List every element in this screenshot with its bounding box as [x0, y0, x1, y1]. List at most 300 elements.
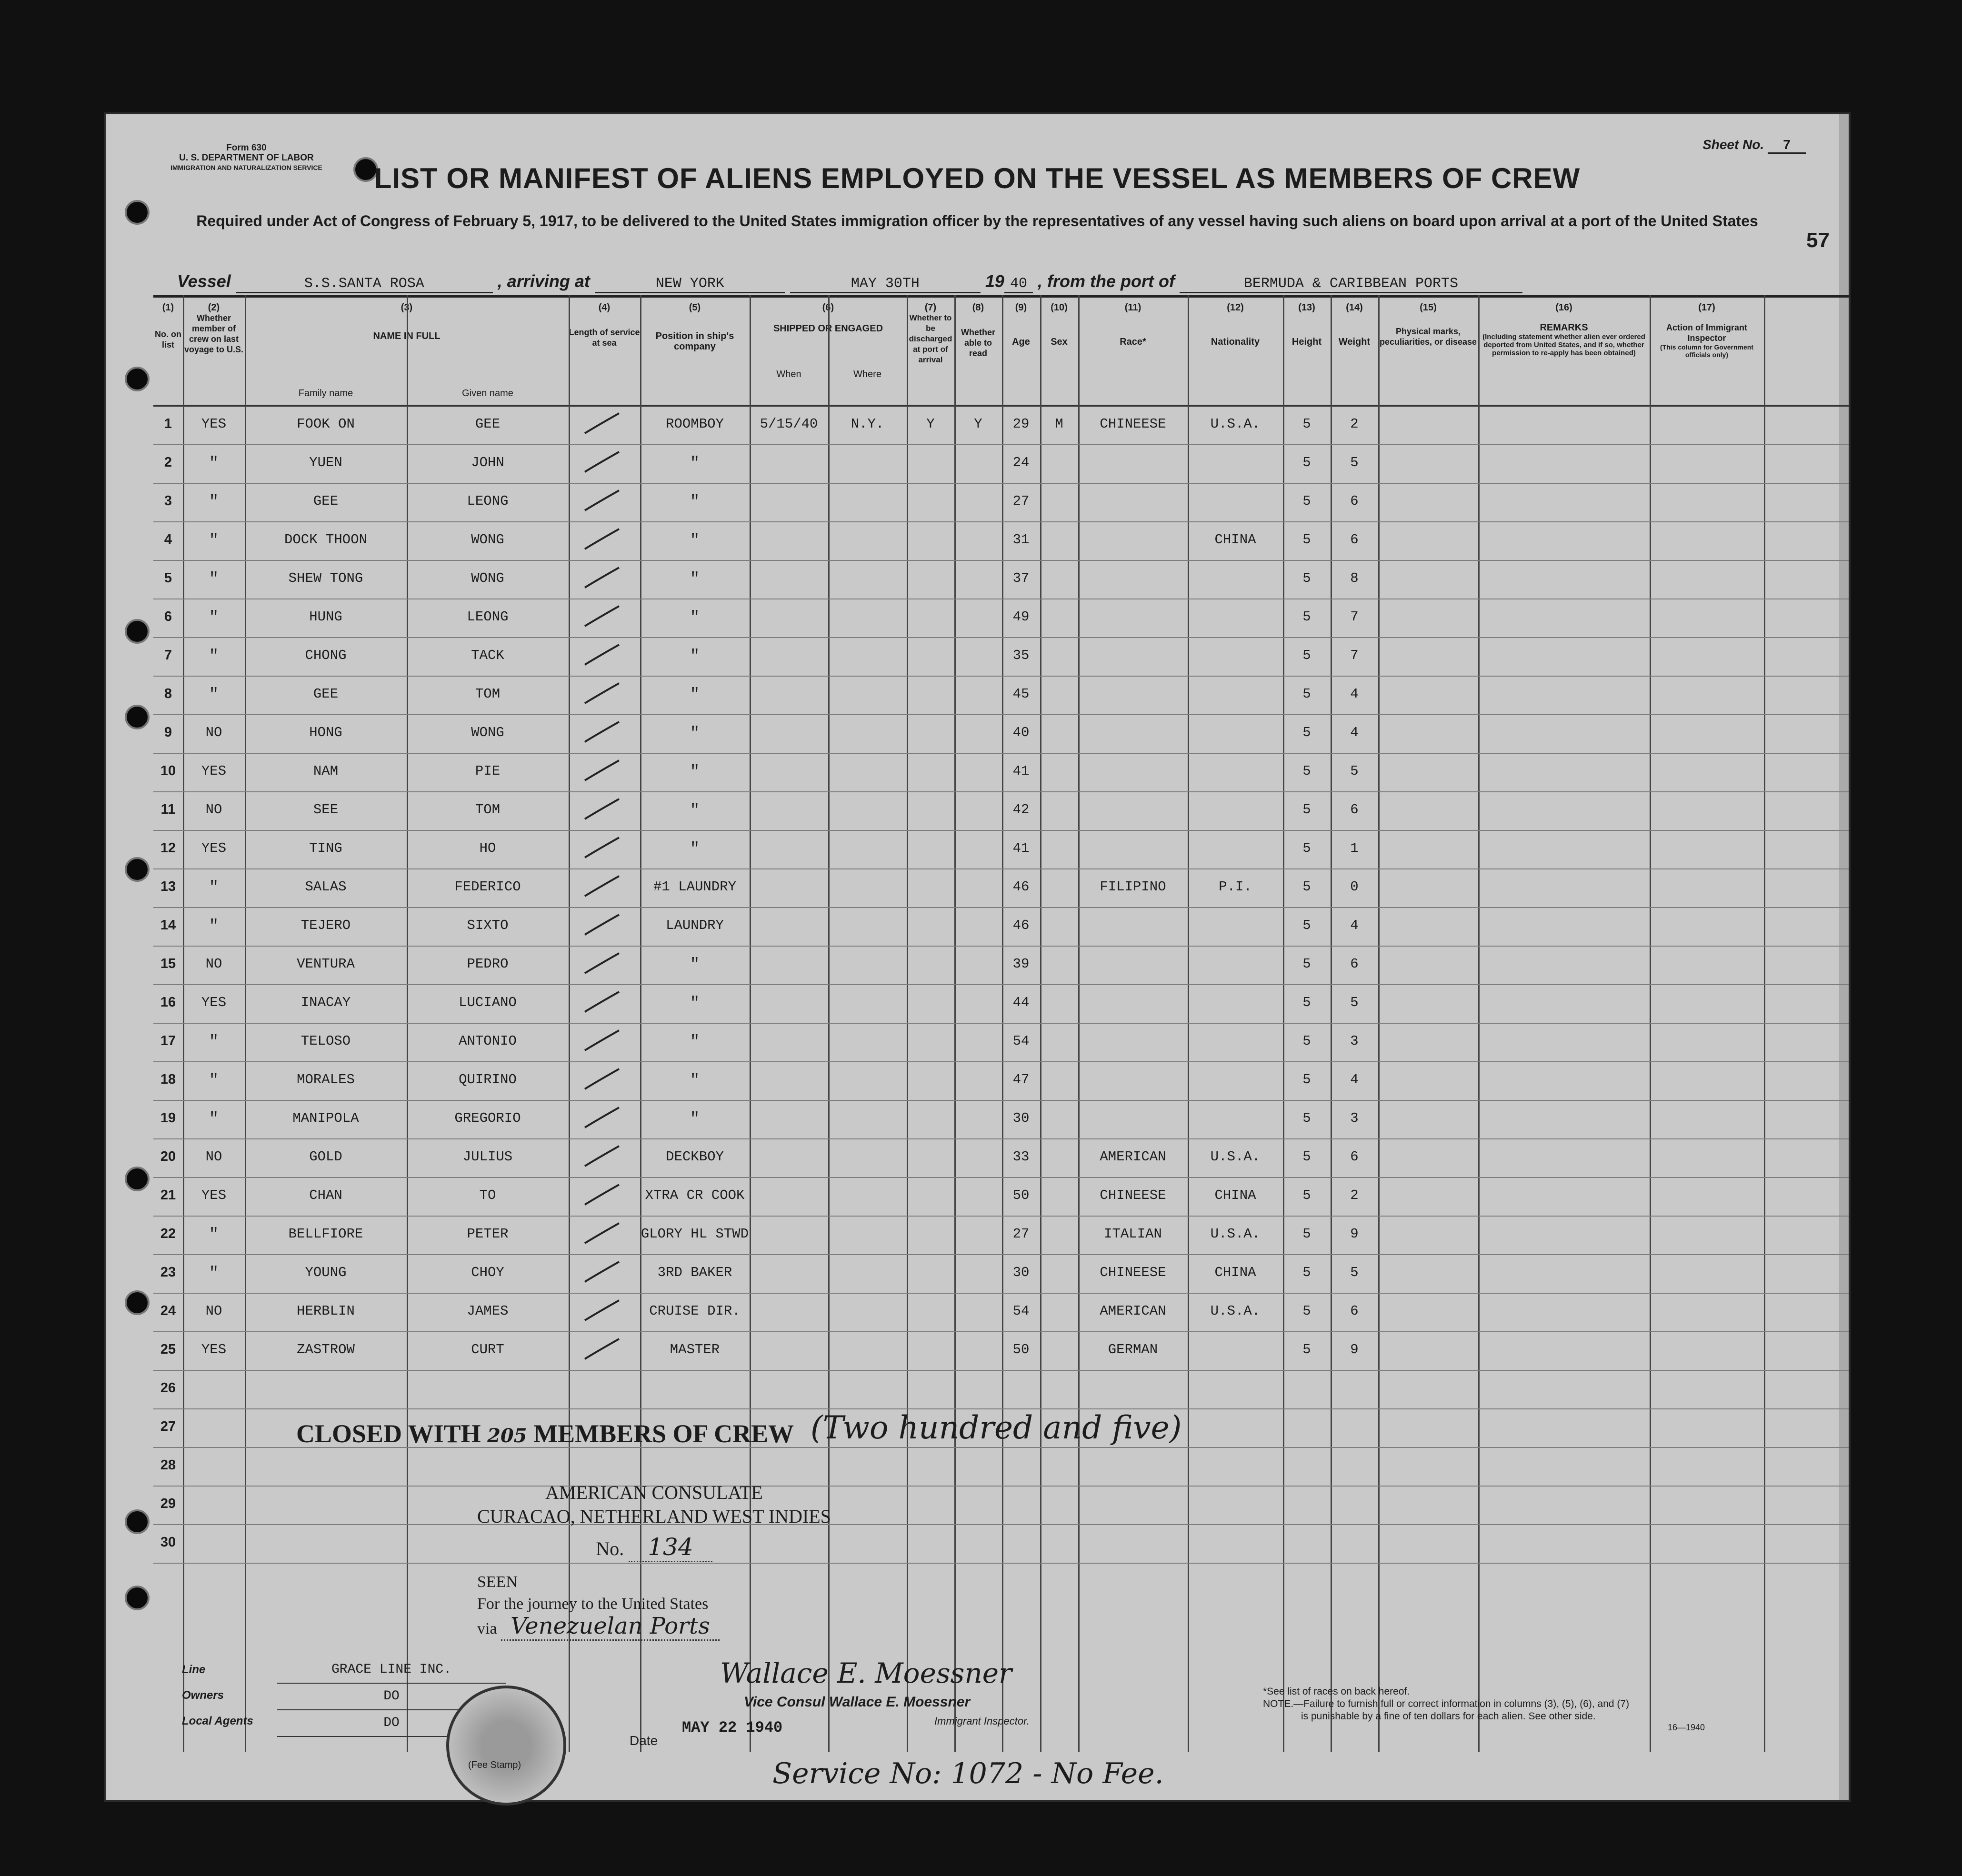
table-row — [153, 1293, 1849, 1332]
service-checkmark — [583, 1221, 621, 1245]
cell-no: 5 — [164, 570, 172, 586]
cell-given: PEDRO — [467, 956, 509, 972]
cell-weight: 2 — [1350, 1187, 1359, 1203]
cell-family: VENTURA — [297, 956, 355, 972]
line-labels — [182, 1657, 253, 1734]
cell-weight: 6 — [1350, 1303, 1359, 1319]
cell-race: FILIPINO — [1100, 879, 1166, 895]
cell-family: TEJERO — [300, 918, 351, 933]
service-checkmark — [583, 836, 621, 859]
cell-age: 27 — [1012, 493, 1030, 509]
cell-given: LEONG — [467, 493, 509, 509]
cell-height: 5 — [1302, 1342, 1311, 1357]
cell-weight: 8 — [1350, 570, 1359, 586]
cell-given: GREGORIO — [454, 1110, 521, 1126]
col-header-shipped: (6) SHIPPED OR ENGAGED — [773, 302, 883, 334]
service-checkmark — [583, 1144, 621, 1168]
cell-last: NO — [205, 956, 222, 972]
cell-age: 33 — [1012, 1149, 1030, 1165]
cell-height: 5 — [1302, 725, 1311, 740]
cell-last: " — [209, 570, 219, 589]
footnotes — [1263, 1686, 1629, 1723]
cell-age: 50 — [1012, 1342, 1030, 1357]
cell-age: 46 — [1012, 918, 1030, 933]
cell-position: " — [690, 570, 700, 589]
cell-height: 5 — [1302, 570, 1311, 586]
cell-no: 11 — [160, 802, 176, 817]
service-name: IMMIGRATION AND NATURALIZATION SERVICE — [170, 164, 322, 171]
service-checkmark — [583, 489, 621, 512]
cell-last: NO — [205, 802, 222, 818]
cell-height: 5 — [1302, 763, 1311, 779]
cell-height: 5 — [1302, 802, 1311, 818]
arrival-year: 40 — [1004, 276, 1033, 293]
cell-height: 5 — [1302, 1033, 1311, 1049]
cell-last: " — [209, 648, 219, 666]
cell-age: 42 — [1012, 802, 1030, 818]
cell-nat: CHINA — [1214, 532, 1256, 548]
table-row — [153, 907, 1849, 947]
binder-hole — [125, 1167, 150, 1191]
cell-last: YES — [201, 1342, 227, 1357]
seen-label: SEEN — [477, 1573, 518, 1591]
cell-height: 5 — [1302, 609, 1311, 625]
vessel-line — [177, 271, 1522, 293]
table-row — [153, 1100, 1849, 1139]
cell-position: " — [690, 455, 700, 473]
cell-weight: 4 — [1350, 725, 1359, 740]
col-header-service: (4) Length of service at sea — [569, 302, 640, 348]
service-checkmark — [583, 604, 621, 628]
manifest-sheet — [106, 114, 1849, 1800]
table-row — [153, 1331, 1849, 1371]
cell-weight: 6 — [1350, 532, 1359, 548]
binder-hole — [125, 705, 150, 729]
cell-no: 15 — [160, 956, 176, 971]
closed-count-words: (Two hundred and five) — [811, 1409, 1182, 1446]
cell-no: 17 — [160, 1033, 176, 1048]
cell-no: 25 — [160, 1342, 176, 1357]
cell-given: TOM — [475, 802, 501, 818]
service-checkmark — [583, 874, 621, 898]
cell-no: 29 — [160, 1496, 176, 1511]
cell-no: 3 — [164, 493, 172, 509]
table-row — [153, 1254, 1849, 1294]
cell-weight: 3 — [1350, 1110, 1359, 1126]
via-label: via — [477, 1620, 497, 1637]
cell-last: YES — [201, 840, 227, 856]
footnote-fine-2: is punishable by a fine of ten dollars for each alien. See other side. — [1301, 1711, 1596, 1722]
cell-family: HERBLIN — [297, 1303, 355, 1319]
cell-no: 2 — [164, 455, 172, 470]
table-row — [153, 1486, 1849, 1525]
cell-height: 5 — [1302, 493, 1311, 509]
binder-hole — [125, 367, 150, 391]
service-checkmark — [583, 951, 621, 975]
cell-given: JOHN — [471, 455, 504, 470]
cell-given: JULIUS — [462, 1149, 513, 1165]
binder-hole — [125, 1586, 150, 1610]
table-row — [153, 1061, 1849, 1101]
cell-last: NO — [205, 1149, 222, 1165]
cell-race: CHINEESE — [1100, 416, 1166, 432]
cell-given: TOM — [475, 686, 501, 702]
cell-last: " — [209, 532, 219, 550]
cell-weight: 9 — [1350, 1226, 1359, 1242]
cell-family: YOUNG — [305, 1265, 347, 1280]
cell-last: " — [209, 1226, 219, 1244]
cell-race: AMERICAN — [1100, 1149, 1166, 1165]
cell-family: NAM — [313, 763, 339, 779]
table-row — [153, 406, 1849, 445]
cell-position: " — [690, 648, 700, 666]
cell-position: " — [690, 802, 700, 820]
cell-given: CHOY — [471, 1265, 504, 1280]
cell-family: GEE — [313, 686, 339, 702]
cell-given: QUIRINO — [459, 1072, 517, 1088]
cell-nat: U.S.A. — [1210, 1226, 1261, 1242]
cell-age: 37 — [1012, 570, 1030, 586]
page-title: LIST OR MANIFEST OF ALIENS EMPLOYED ON THE VESSEL AS MEMBERS OF CREW — [374, 162, 1581, 194]
cell-position: #1 LAUNDRY — [653, 879, 737, 895]
cell-no: 13 — [160, 879, 176, 894]
cell-position: " — [690, 532, 700, 550]
cell-position: " — [690, 840, 700, 858]
col-header-family: Family name — [298, 388, 353, 399]
cell-family: GOLD — [309, 1149, 342, 1165]
cell-race: AMERICAN — [1100, 1303, 1166, 1319]
cell-age: 30 — [1012, 1265, 1030, 1280]
cell-race: CHINEESE — [1100, 1187, 1166, 1203]
cell-age: 40 — [1012, 725, 1030, 740]
service-checkmark — [583, 913, 621, 937]
cell-family: MORALES — [297, 1072, 355, 1088]
cell-last: YES — [201, 995, 227, 1010]
col-header-discharged: (7) Whether to be discharged at port of arrival — [909, 302, 952, 364]
cell-no: 4 — [164, 532, 172, 547]
service-checkmark — [583, 990, 621, 1014]
service-checkmark — [583, 758, 621, 782]
table-row — [153, 521, 1849, 561]
agents-label: Local Agents — [182, 1715, 253, 1727]
cell-family: SALAS — [305, 879, 347, 895]
vessel-label: Vessel — [177, 271, 231, 291]
col-header-remarks: (16) REMARKS (Including statement whether alien ever ordered deported from United States, and if so, whether permission to re-apply has been obtained) — [1482, 302, 1645, 357]
cell-position: LAUNDRY — [666, 918, 724, 933]
col-header-position: (5) Position in ship's company — [655, 302, 734, 352]
cell-age: 47 — [1012, 1072, 1030, 1088]
table-row — [153, 1370, 1849, 1409]
col-header-sex: (10) Sex — [1051, 302, 1068, 347]
cell-height: 5 — [1302, 532, 1311, 548]
cell-given: FEDERICO — [454, 879, 521, 895]
page-subtitle: Required under Act of Congress of February 5, 1917, to be delivered to the United States immigration officer by the representatives of any vessel having such aliens on board upon arrival at a port of the United States — [196, 212, 1758, 230]
owners-value: DO — [277, 1684, 506, 1710]
cell-age: 27 — [1012, 1226, 1030, 1242]
cell-read: Y — [974, 416, 982, 432]
binder-hole — [125, 857, 150, 882]
cell-nat: CHINA — [1214, 1187, 1256, 1203]
owners-label: Owners — [182, 1689, 224, 1702]
col-header-action: (17) Action of Immigrant Inspector (This column for Government officials only) — [1660, 302, 1753, 359]
journey-text: For the journey to the United States — [477, 1595, 709, 1613]
col-header-name: (3) NAME IN FULL — [373, 302, 440, 341]
cell-no: 16 — [160, 995, 176, 1010]
cell-no: 30 — [160, 1535, 176, 1550]
service-checkmark — [583, 527, 621, 551]
service-checkmark — [583, 1337, 621, 1361]
table-row — [153, 1138, 1849, 1178]
cell-nat: U.S.A. — [1210, 416, 1261, 432]
closed-count: 205 — [487, 1425, 527, 1447]
cell-given: LEONG — [467, 609, 509, 625]
cell-no: 14 — [160, 918, 176, 933]
service-checkmark — [583, 566, 621, 589]
cell-last: " — [209, 609, 219, 627]
fee-stamp-label: (Fee Stamp) — [468, 1760, 521, 1770]
col-header-where: Where — [853, 369, 881, 379]
service-checkmark — [583, 1260, 621, 1284]
consulate-no-label: No. — [596, 1538, 624, 1559]
closed-prefix: CLOSED WITH — [296, 1419, 481, 1448]
cell-family: BELLFIORE — [288, 1226, 363, 1242]
cell-height: 5 — [1302, 416, 1311, 432]
cell-nat: U.S.A. — [1210, 1149, 1261, 1165]
cell-nat: CHINA — [1214, 1265, 1256, 1280]
cell-position: XTRA CR COOK — [645, 1187, 745, 1203]
department-name: U. S. DEPARTMENT OF LABOR — [179, 153, 314, 163]
col-header-age: (9) Age — [1012, 302, 1030, 347]
cell-position: " — [690, 1110, 700, 1128]
cell-position: ROOMBOY — [666, 416, 724, 432]
cell-no: 19 — [160, 1110, 176, 1126]
cell-position: DECKBOY — [666, 1149, 724, 1165]
cell-height: 5 — [1302, 1187, 1311, 1203]
table-row — [153, 868, 1849, 908]
cell-last: NO — [205, 1303, 222, 1319]
col-header-weight: (14) Weight — [1338, 302, 1371, 347]
cell-age: 29 — [1012, 416, 1030, 432]
table-row — [153, 560, 1849, 599]
service-checkmark — [583, 681, 621, 705]
cell-last: YES — [201, 416, 227, 432]
consulate-location: CURACAO, NETHERLAND WEST INDIES — [477, 1506, 831, 1527]
cell-age: 45 — [1012, 686, 1030, 702]
cell-weight: 2 — [1350, 416, 1359, 432]
cell-family: YUEN — [309, 455, 342, 470]
col-header-nationality: (12) Nationality — [1211, 302, 1260, 347]
cell-given: JAMES — [467, 1303, 509, 1319]
cell-position: " — [690, 763, 700, 781]
cell-age: 46 — [1012, 879, 1030, 895]
cell-weight: 7 — [1350, 648, 1359, 663]
table-row — [153, 1177, 1849, 1217]
service-checkmark — [583, 643, 621, 667]
service-checkmark — [583, 797, 621, 821]
table-row — [153, 444, 1849, 484]
sheet-value: 7 — [1768, 137, 1806, 154]
cell-no: 10 — [160, 763, 176, 778]
cell-position: " — [690, 995, 700, 1013]
table-row — [153, 1524, 1849, 1564]
cell-where: N.Y. — [851, 416, 884, 432]
closed-suffix: MEMBERS OF CREW — [533, 1419, 794, 1448]
page-number: 57 — [1806, 229, 1830, 252]
cell-height: 5 — [1302, 1110, 1311, 1126]
table-row — [153, 714, 1849, 754]
cell-height: 5 — [1302, 918, 1311, 933]
table-row — [153, 599, 1849, 638]
cell-age: 50 — [1012, 1187, 1030, 1203]
service-checkmark — [583, 1183, 621, 1207]
cell-position: MASTER — [670, 1342, 720, 1357]
cell-family: FOOK ON — [297, 416, 355, 432]
cell-weight: 5 — [1350, 763, 1359, 779]
cell-family: HONG — [309, 725, 342, 740]
table-row — [153, 946, 1849, 985]
cell-race: CHINEESE — [1100, 1265, 1166, 1280]
cell-position: " — [690, 1072, 700, 1090]
cell-last: YES — [201, 763, 227, 779]
cell-given: GEE — [475, 416, 501, 432]
service-checkmark — [583, 1106, 621, 1129]
cell-no: 9 — [164, 725, 172, 740]
cell-no: 23 — [160, 1265, 176, 1280]
col-header-given: Given name — [462, 388, 513, 399]
cell-given: TO — [479, 1187, 496, 1203]
print-code: 16—1940 — [1668, 1723, 1705, 1732]
cell-age: 35 — [1012, 648, 1030, 663]
table-row — [153, 984, 1849, 1024]
form-number: Form 630 — [226, 143, 267, 153]
cell-height: 5 — [1302, 1149, 1311, 1165]
cell-height: 5 — [1302, 455, 1311, 470]
cell-last: " — [209, 455, 219, 473]
cell-no: 1 — [164, 416, 172, 431]
cell-position: " — [690, 1033, 700, 1051]
cell-last: " — [209, 1265, 219, 1283]
cell-no: 12 — [160, 840, 176, 856]
cell-weight: 7 — [1350, 609, 1359, 625]
cell-position: " — [690, 493, 700, 511]
cell-family: ZASTROW — [297, 1342, 355, 1357]
cell-given: WONG — [471, 532, 504, 548]
cell-no: 26 — [160, 1380, 176, 1396]
table-row — [153, 1216, 1849, 1255]
cell-no: 6 — [164, 609, 172, 624]
cell-height: 5 — [1302, 1072, 1311, 1088]
service-checkmark — [583, 411, 621, 435]
cell-last: " — [209, 686, 219, 704]
cell-family: MANIPOLA — [292, 1110, 359, 1126]
cell-no: 28 — [160, 1457, 176, 1473]
table-row — [153, 483, 1849, 522]
consulate-name: AMERICAN CONSULATE — [545, 1482, 763, 1503]
cell-given: LUCIANO — [459, 995, 517, 1010]
cell-weight: 0 — [1350, 879, 1359, 895]
cell-no: 27 — [160, 1419, 176, 1434]
col-header-race: (11) Race* — [1120, 302, 1146, 347]
cell-race: ITALIAN — [1104, 1226, 1162, 1242]
cell-height: 5 — [1302, 879, 1311, 895]
from-label: , from the port of — [1037, 271, 1175, 291]
binder-hole — [125, 1290, 150, 1315]
fee-stamp-seal — [446, 1686, 566, 1806]
cell-no: 20 — [160, 1149, 176, 1164]
cell-sex: M — [1055, 416, 1063, 432]
via-value: Venezuelan Ports — [501, 1613, 720, 1641]
cell-age: 49 — [1012, 609, 1030, 625]
cell-given: PETER — [467, 1226, 509, 1242]
cell-family: GEE — [313, 493, 339, 509]
cell-given: TACK — [471, 648, 504, 663]
line-label: Line — [182, 1663, 206, 1676]
cell-family: CHONG — [305, 648, 347, 663]
cell-given: CURT — [471, 1342, 504, 1357]
cell-disch: Y — [926, 416, 935, 432]
binder-hole — [125, 200, 150, 225]
vessel-value: S.S.SANTA ROSA — [236, 276, 493, 293]
year-prefix: 19 — [985, 271, 1004, 291]
cell-weight: 1 — [1350, 840, 1359, 856]
cell-weight: 4 — [1350, 1072, 1359, 1088]
cell-position: " — [690, 686, 700, 704]
service-checkmark — [583, 720, 621, 744]
cell-family: INACAY — [300, 995, 351, 1010]
cell-weight: 9 — [1350, 1342, 1359, 1357]
cell-given: ANTONIO — [459, 1033, 517, 1049]
table-row — [153, 1447, 1849, 1487]
cell-height: 5 — [1302, 1265, 1311, 1280]
cell-age: 44 — [1012, 995, 1030, 1010]
cell-no: 22 — [160, 1226, 176, 1241]
footnote-races: *See list of races on back hereof. — [1263, 1686, 1410, 1697]
cell-given: HO — [479, 840, 496, 856]
col-header-read: (8) Whether able to read — [961, 302, 995, 358]
cell-weight: 3 — [1350, 1033, 1359, 1049]
cell-last: " — [209, 493, 219, 511]
cell-given: SIXTO — [467, 918, 509, 933]
table-row — [153, 830, 1849, 869]
cell-no: 21 — [160, 1187, 176, 1203]
cell-when: 5/15/40 — [760, 416, 818, 432]
cell-weight: 6 — [1350, 493, 1359, 509]
cell-height: 5 — [1302, 840, 1311, 856]
cell-weight: 6 — [1350, 802, 1359, 818]
cell-weight: 6 — [1350, 956, 1359, 972]
agents-value: DO — [277, 1710, 506, 1737]
cell-age: 31 — [1012, 532, 1030, 548]
cell-given: WONG — [471, 725, 504, 740]
cell-family: TELOSO — [300, 1033, 351, 1049]
cell-position: 3RD BAKER — [657, 1265, 732, 1280]
cell-age: 39 — [1012, 956, 1030, 972]
cell-height: 5 — [1302, 956, 1311, 972]
crew-table — [153, 295, 1849, 1752]
cell-last: " — [209, 1033, 219, 1051]
cell-weight: 4 — [1350, 686, 1359, 702]
cell-position: CRUISE DIR. — [649, 1303, 741, 1319]
table-row — [153, 791, 1849, 831]
cell-age: 30 — [1012, 1110, 1030, 1126]
cell-given: WONG — [471, 570, 504, 586]
cell-age: 41 — [1012, 840, 1030, 856]
cell-age: 54 — [1012, 1033, 1030, 1049]
vice-consul: Vice Consul Wallace E. Moessner — [744, 1694, 971, 1710]
table-row — [153, 1023, 1849, 1062]
binder-hole — [125, 1509, 150, 1534]
col-header-height: (13) Height — [1291, 302, 1322, 347]
